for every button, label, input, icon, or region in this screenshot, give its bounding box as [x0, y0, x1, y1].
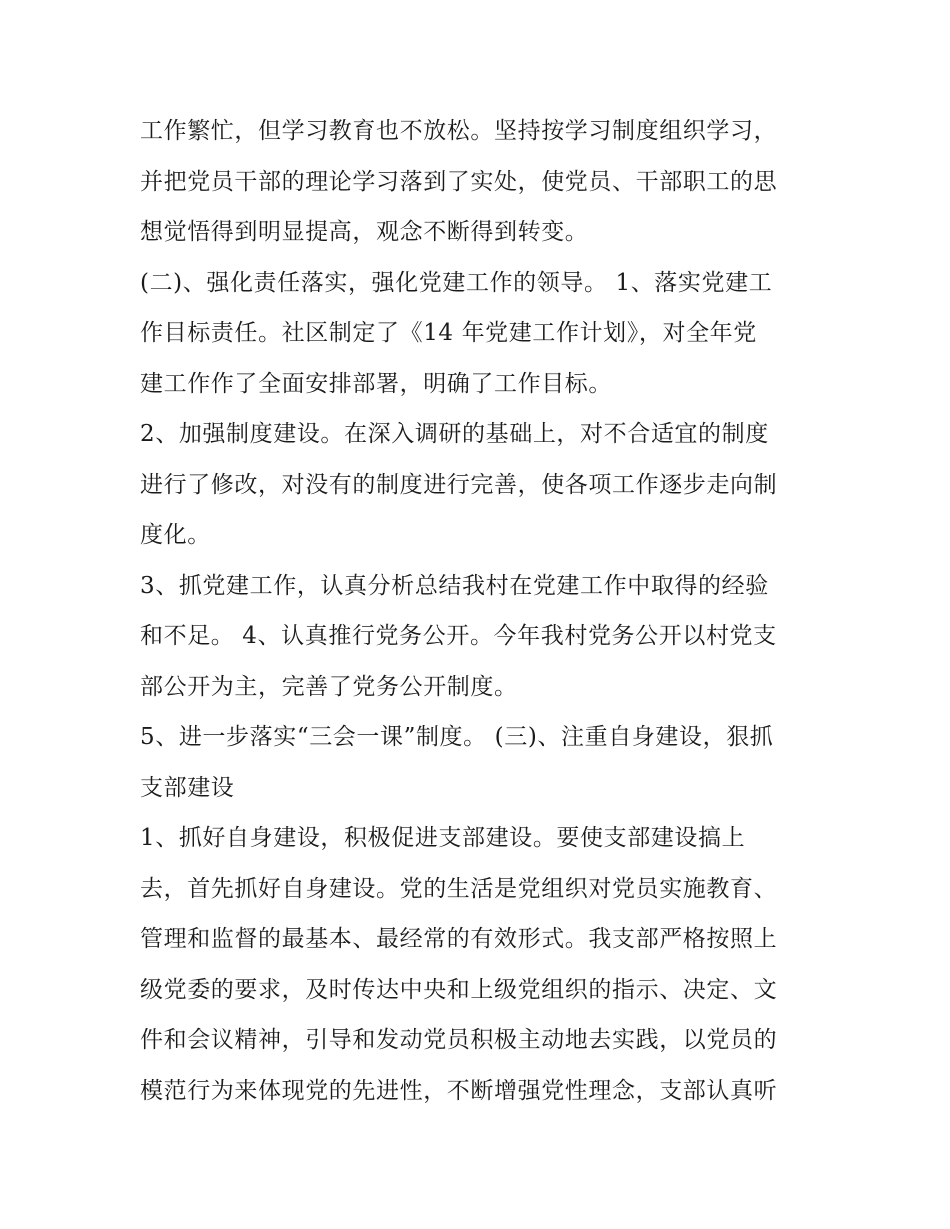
body-text: [140, 106, 820, 1116]
text-line: 作目标责任。社区制定了《14 年党建工作计划》，对全年党: [140, 320, 757, 346]
text-line: 进行了修改，对没有的制度进行完善，使各项工作逐步走向制: [140, 471, 778, 498]
text-line: 度化。: [140, 522, 211, 548]
text-line: 和不足。 4、认真推行党务公开。今年我村党务公开以村党支: [140, 623, 777, 649]
text-line: 工作繁忙，但学习教育也不放松。坚持按学习制度组织学习，: [140, 118, 778, 144]
text-line: 1、抓好自身建设，积极促进支部建设。要使支部建设搞上: [140, 825, 746, 851]
text-line: 级党委的要求，及时传达中央和上级党组织的指示、决定、文: [140, 976, 778, 1003]
text-line: 想觉悟得到明显提高，观念不断得到转变。: [140, 219, 589, 245]
text-line: 管理和监督的最基本、最经常的有效形式。我支部严格按照上: [140, 926, 778, 952]
text-line: 去，首先抓好自身建设。党的生活是党组织对党员实施教育、: [140, 875, 778, 902]
text-line: 模范行为来体现党的先进性，不断增强党性理念，支部认真听: [140, 1077, 778, 1104]
text-line: 支部建设: [140, 774, 235, 801]
text-line: 建工作作了全面安排部署，明确了工作目标。: [140, 370, 612, 397]
text-line: 件和会议精神，引导和发动党员积极主动地去实践，以党员的: [140, 1027, 778, 1053]
text-line: 3、抓党建工作，认真分析总结我村在党建工作中取得的经验: [140, 572, 769, 599]
text-line: 5、进一步落实“三会一课”制度。 (三)、注重自身建设，狠抓: [140, 724, 774, 750]
text-line: 部公开为主，完善了党务公开制度。: [140, 673, 518, 700]
text-line: (二)、强化责任落实，强化党建工作的领导。 1、落实党建工: [140, 269, 773, 296]
text-line: 2、加强制度建设。在深入调研的基础上，对不合适宜的制度: [140, 421, 769, 447]
text-line: 并把党员干部的理论学习落到了实处，使党员、干部职工的思: [140, 168, 778, 195]
